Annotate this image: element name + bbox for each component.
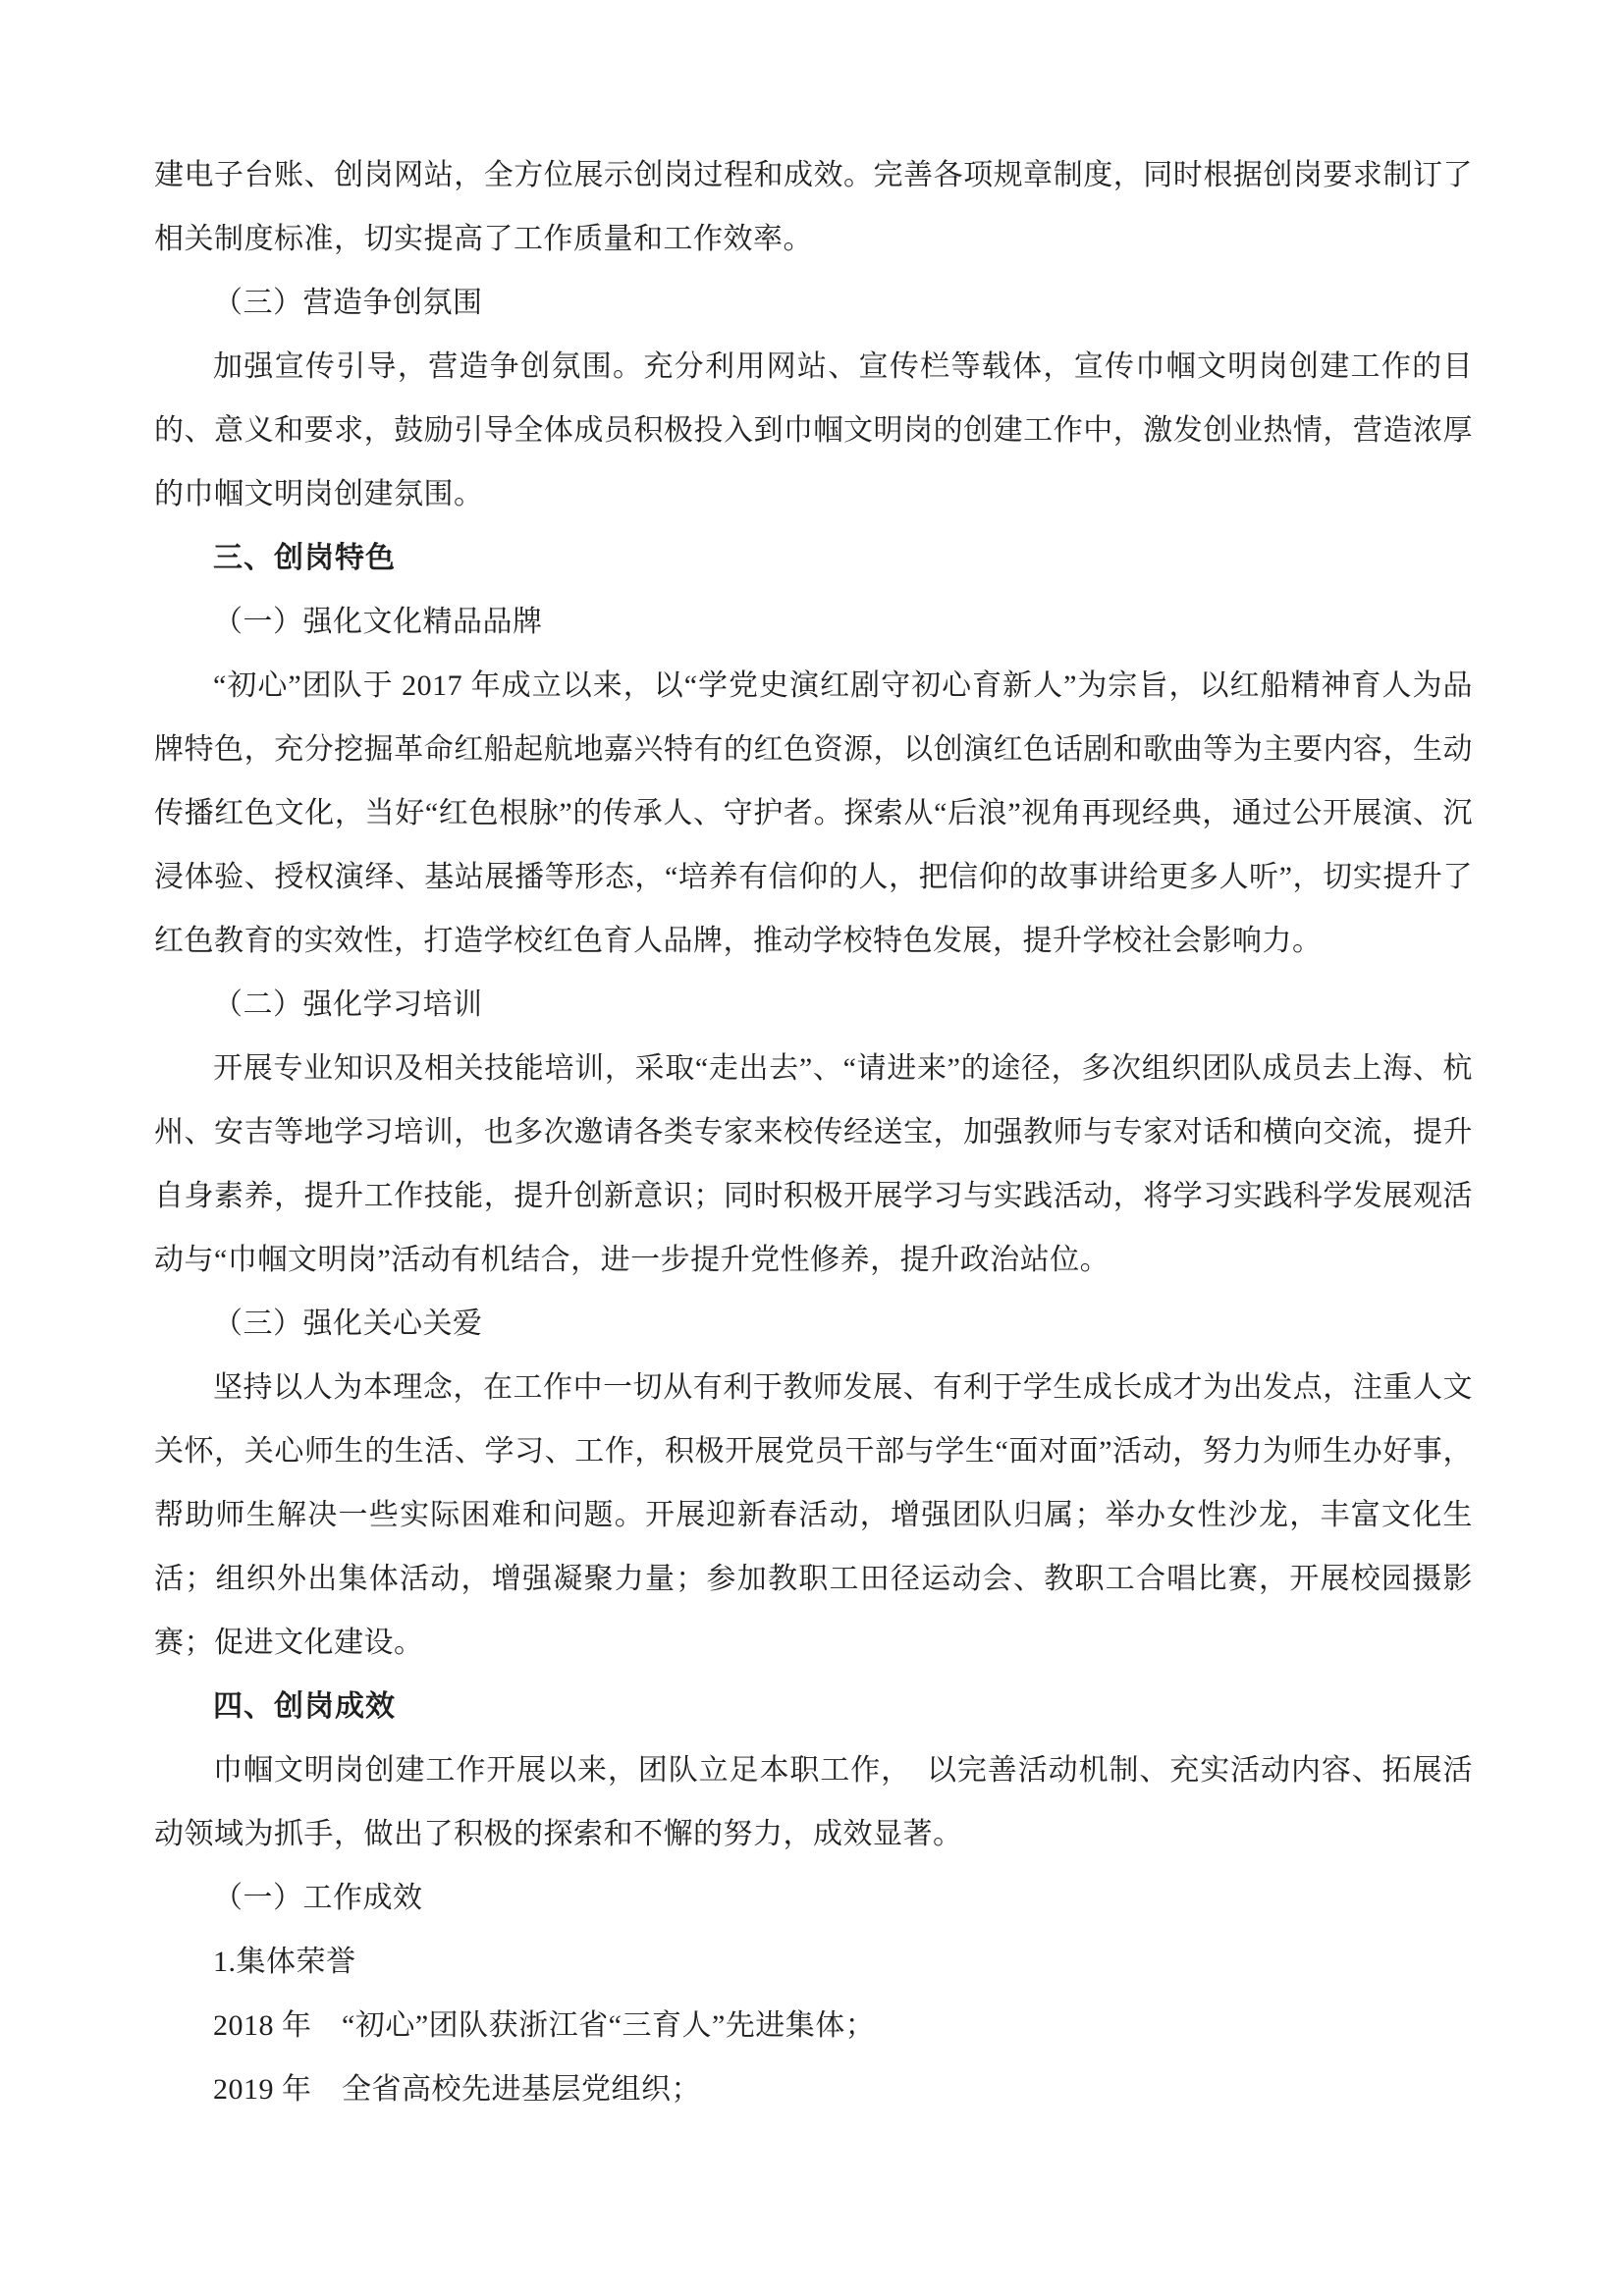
paragraph: 巾帼文明岗创建工作开展以来，团队立足本职工作， 以完善活动机制、充实活动内容、拓展活动领域为抓手，做出了积极的探索和不懈的努力，成效显著。: [154, 1754, 1473, 1850]
paragraph: “初心”团队于 2017 年成立以来，以“学党史演红剧守初心育新人”为宗旨，以红船精神育人为品牌特色，充分挖掘革命红船起航地嘉兴特有的红色资源，以创演红色话剧和歌曲等为主要内容，生动传播红色文化，当好“红色根脉”的传承人、守护者。探索从“后浪”视角再现经典，通过公开展演、沉浸体验、授权演绎、基站展播等形态，“培养有信仰的人，把信仰的故事讲给更多人听”，切实提升了红色教育的实效性，打造学校红色育人品牌，推动学校特色发展，提升学校社会影响力。: [154, 669, 1473, 957]
paragraph: （二）强化学习培训: [213, 988, 483, 1021]
paragraph: 2018 年 “初心”团队获浙江省“三育人”先进集体；: [213, 2009, 876, 2042]
document-body: [154, 143, 1473, 2121]
paragraph: （三）强化关心关爱: [213, 1308, 483, 1340]
section-heading: 三、创岗特色: [213, 542, 396, 574]
paragraph: 2019 年 全省高校先进基层党组织；: [213, 2073, 701, 2106]
paragraph: （三）营造争创氛围: [213, 287, 483, 319]
paragraph: 1.集体荣誉: [213, 1946, 356, 1978]
paragraph: 加强宣传引导，营造争创氛围。充分利用网站、宣传栏等载体，宣传巾帼文明岗创建工作的目的、意义和要求，鼓励引导全体成员积极投入到巾帼文明岗的创建工作中，激发创业热情，营造浓厚的巾帼文明岗创建氛围。: [154, 350, 1473, 510]
paragraph: （一）强化文化精品品牌: [213, 606, 543, 638]
paragraph: 开展专业知识及相关技能培训，采取“走出去”、“请进来”的途径，多次组织团队成员去上海、杭州、安吉等地学习培训，也多次邀请各类专家来校传经送宝，加强教师与专家对话和横向交流，提升自身素养，提升工作技能，提升创新意识；同时积极开展学习与实践活动，将学习实践科学发展观活动与“巾帼文明岗”活动有机结合，进一步提升党性修养，提升政治站位。: [154, 1052, 1473, 1276]
section-heading: 四、创岗成效: [213, 1690, 396, 1723]
paragraph: （一）工作成效: [213, 1882, 423, 1914]
paragraph: 建电子台账、创岗网站，全方位展示创岗过程和成效。完善各项规章制度，同时根据创岗要求制订了相关制度标准，切实提高了工作质量和工作效率。: [154, 159, 1473, 255]
paragraph: 坚持以人为本理念，在工作中一切从有利于教师发展、有利于学生成长成才为出发点，注重人文关怀，关心师生的生活、学习、工作，积极开展党员干部与学生“面对面”活动，努力为师生办好事，帮助师生解决一些实际困难和问题。开展迎新春活动，增强团队归属；举办女性沙龙，丰富文化生活；组织外出集体活动，增强凝聚力量；参加教职工田径运动会、教职工合唱比赛，开展校园摄影赛；促进文化建设。: [154, 1371, 1473, 1659]
